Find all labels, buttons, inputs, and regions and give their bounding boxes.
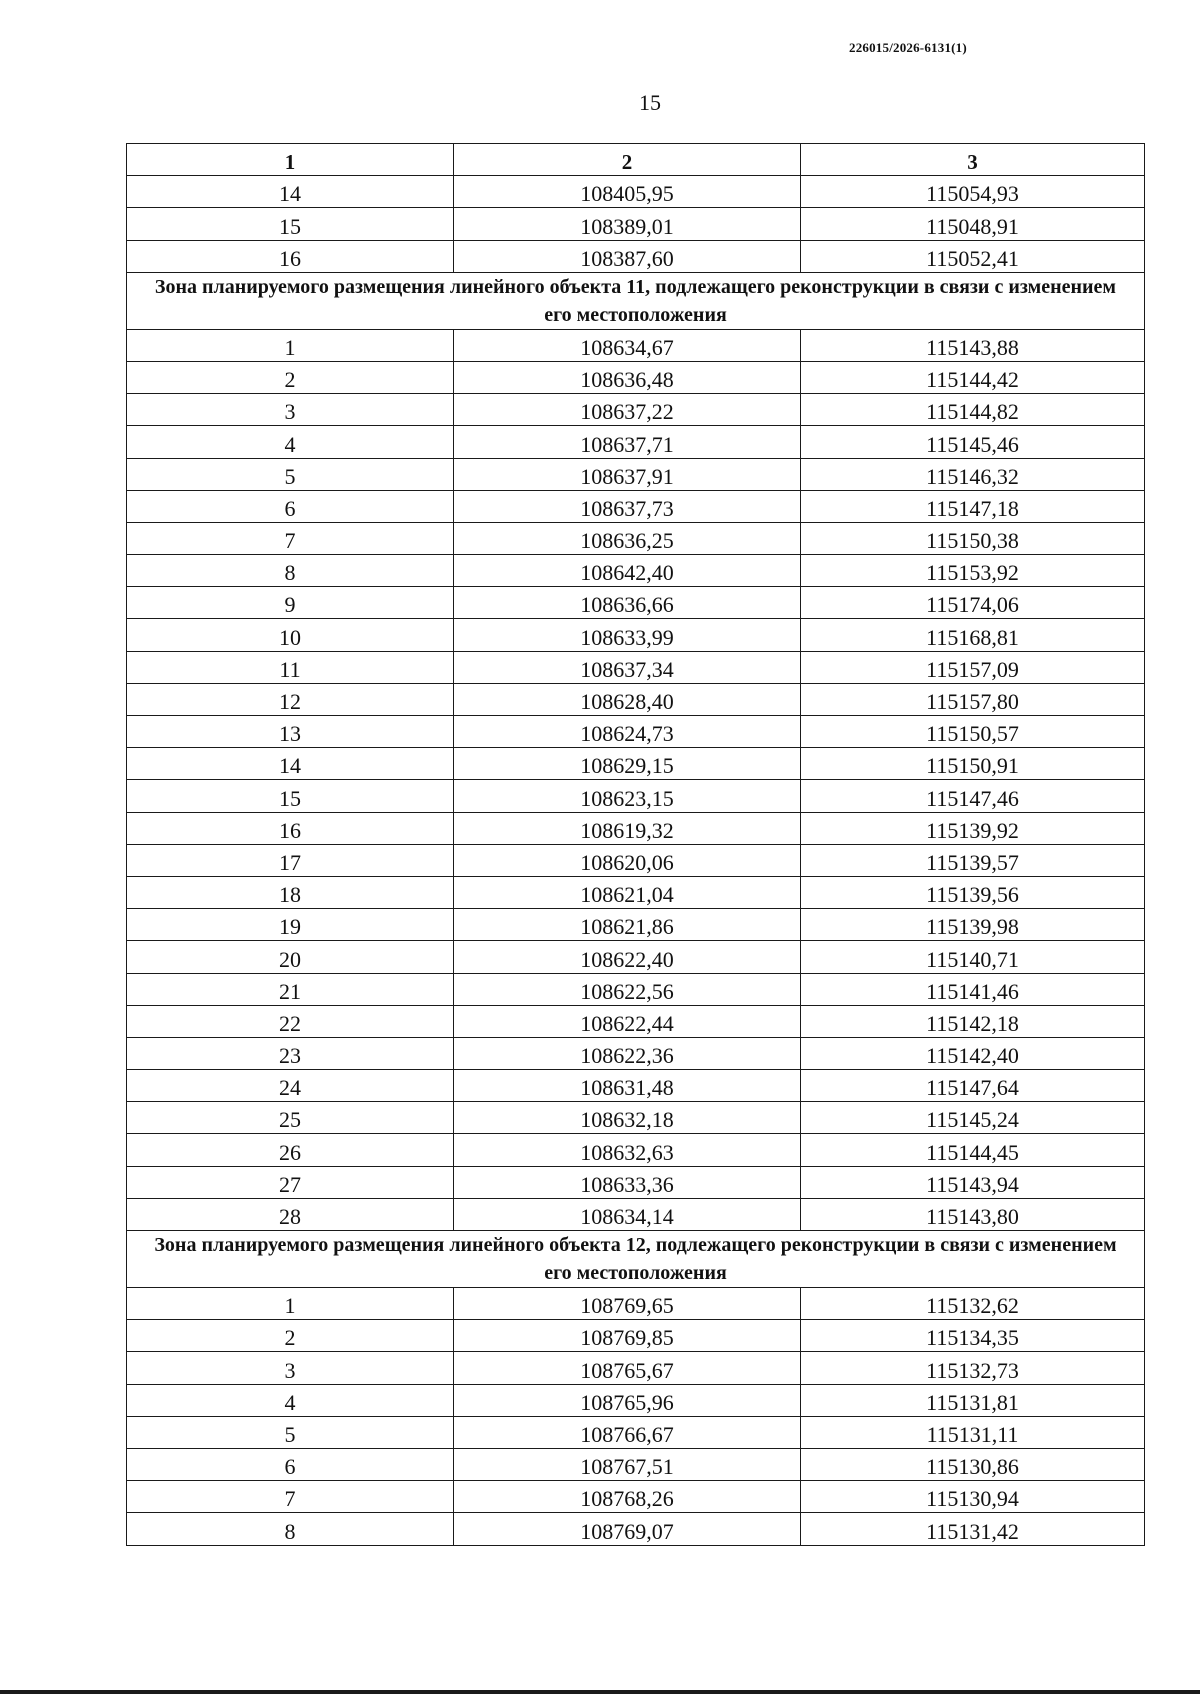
cell-y-coordinate: 115143,80 bbox=[801, 1198, 1145, 1230]
cell-x-coordinate: 108637,34 bbox=[454, 651, 801, 683]
cell-point-number: 28 bbox=[127, 1198, 454, 1230]
table-row bbox=[127, 973, 1145, 1005]
table-row bbox=[127, 1166, 1145, 1198]
cell-x-coordinate: 108622,40 bbox=[454, 941, 801, 973]
table-row bbox=[127, 361, 1145, 393]
cell-x-coordinate: 108766,67 bbox=[454, 1416, 801, 1448]
table-row bbox=[127, 240, 1145, 272]
cell-y-coordinate: 115146,32 bbox=[801, 458, 1145, 490]
cell-x-coordinate: 108633,36 bbox=[454, 1166, 801, 1198]
cell-x-coordinate: 108636,48 bbox=[454, 361, 801, 393]
table-row bbox=[127, 490, 1145, 522]
cell-point-number: 2 bbox=[127, 361, 454, 393]
cell-point-number: 1 bbox=[127, 1288, 454, 1320]
cell-point-number: 8 bbox=[127, 555, 454, 587]
table-row bbox=[127, 909, 1145, 941]
section-title: Зона планируемого размещения линейного объекта 11, подлежащего реконструкции в связи с изменением его местоположения bbox=[127, 272, 1145, 329]
cell-point-number: 19 bbox=[127, 909, 454, 941]
cell-point-number: 14 bbox=[127, 748, 454, 780]
cell-point-number: 21 bbox=[127, 973, 454, 1005]
table-row bbox=[127, 619, 1145, 651]
cell-x-coordinate: 108637,73 bbox=[454, 490, 801, 522]
cell-x-coordinate: 108765,96 bbox=[454, 1384, 801, 1416]
cell-y-coordinate: 115144,42 bbox=[801, 361, 1145, 393]
table-row bbox=[127, 1288, 1145, 1320]
cell-point-number: 11 bbox=[127, 651, 454, 683]
cell-y-coordinate: 115139,92 bbox=[801, 812, 1145, 844]
cell-x-coordinate: 108637,91 bbox=[454, 458, 801, 490]
cell-x-coordinate: 108621,04 bbox=[454, 876, 801, 908]
cell-x-coordinate: 108621,86 bbox=[454, 909, 801, 941]
header-cell-point-number: 1 bbox=[127, 144, 454, 176]
page-number: 15 bbox=[639, 90, 661, 115]
table-row bbox=[127, 176, 1145, 208]
cell-y-coordinate: 115140,71 bbox=[801, 941, 1145, 973]
cell-point-number: 3 bbox=[127, 1352, 454, 1384]
cell-y-coordinate: 115132,73 bbox=[801, 1352, 1145, 1384]
table-row bbox=[127, 1070, 1145, 1102]
cell-x-coordinate: 108624,73 bbox=[454, 716, 801, 748]
table-row bbox=[127, 844, 1145, 876]
table-row bbox=[127, 1384, 1145, 1416]
table-header-row bbox=[127, 144, 1145, 176]
cell-y-coordinate: 115130,94 bbox=[801, 1481, 1145, 1513]
cell-y-coordinate: 115147,64 bbox=[801, 1070, 1145, 1102]
table-row bbox=[127, 876, 1145, 908]
cell-x-coordinate: 108387,60 bbox=[454, 240, 801, 272]
cell-point-number: 7 bbox=[127, 522, 454, 554]
cell-x-coordinate: 108636,25 bbox=[454, 522, 801, 554]
cell-x-coordinate: 108389,01 bbox=[454, 208, 801, 240]
table-row bbox=[127, 716, 1145, 748]
cell-y-coordinate: 115147,18 bbox=[801, 490, 1145, 522]
cell-point-number: 23 bbox=[127, 1037, 454, 1069]
table-row bbox=[127, 1513, 1145, 1545]
cell-point-number: 22 bbox=[127, 1005, 454, 1037]
cell-y-coordinate: 115168,81 bbox=[801, 619, 1145, 651]
table-row bbox=[127, 1320, 1145, 1352]
cell-y-coordinate: 115145,24 bbox=[801, 1102, 1145, 1134]
cell-point-number: 1 bbox=[127, 329, 454, 361]
cell-y-coordinate: 115139,98 bbox=[801, 909, 1145, 941]
cell-y-coordinate: 115157,09 bbox=[801, 651, 1145, 683]
cell-x-coordinate: 108632,18 bbox=[454, 1102, 801, 1134]
cell-x-coordinate: 108769,65 bbox=[454, 1288, 801, 1320]
cell-x-coordinate: 108633,99 bbox=[454, 619, 801, 651]
cell-point-number: 16 bbox=[127, 812, 454, 844]
cell-x-coordinate: 108637,71 bbox=[454, 426, 801, 458]
table-row bbox=[127, 1037, 1145, 1069]
cell-x-coordinate: 108405,95 bbox=[454, 176, 801, 208]
cell-x-coordinate: 108629,15 bbox=[454, 748, 801, 780]
header-cell-x-coordinate: 2 bbox=[454, 144, 801, 176]
cell-point-number: 15 bbox=[127, 780, 454, 812]
table-row bbox=[127, 587, 1145, 619]
cell-point-number: 15 bbox=[127, 208, 454, 240]
cell-y-coordinate: 115139,56 bbox=[801, 876, 1145, 908]
table-row bbox=[127, 1448, 1145, 1480]
cell-y-coordinate: 115142,40 bbox=[801, 1037, 1145, 1069]
table-row bbox=[127, 1198, 1145, 1230]
cell-y-coordinate: 115141,46 bbox=[801, 973, 1145, 1005]
coordinates-table-body bbox=[127, 144, 1145, 1546]
cell-x-coordinate: 108768,26 bbox=[454, 1481, 801, 1513]
cell-point-number: 6 bbox=[127, 1448, 454, 1480]
cell-x-coordinate: 108622,56 bbox=[454, 973, 801, 1005]
cell-y-coordinate: 115145,46 bbox=[801, 426, 1145, 458]
table-row bbox=[127, 1134, 1145, 1166]
table-row bbox=[127, 1416, 1145, 1448]
cell-x-coordinate: 108769,85 bbox=[454, 1320, 801, 1352]
cell-point-number: 20 bbox=[127, 941, 454, 973]
cell-x-coordinate: 108637,22 bbox=[454, 394, 801, 426]
cell-y-coordinate: 115150,57 bbox=[801, 716, 1145, 748]
cell-y-coordinate: 115132,62 bbox=[801, 1288, 1145, 1320]
cell-y-coordinate: 115143,94 bbox=[801, 1166, 1145, 1198]
table-row bbox=[127, 780, 1145, 812]
table-row bbox=[127, 1005, 1145, 1037]
cell-x-coordinate: 108622,36 bbox=[454, 1037, 801, 1069]
cell-point-number: 4 bbox=[127, 426, 454, 458]
cell-y-coordinate: 115150,91 bbox=[801, 748, 1145, 780]
bottom-scan-edge-line bbox=[0, 1690, 1200, 1694]
cell-point-number: 16 bbox=[127, 240, 454, 272]
cell-x-coordinate: 108619,32 bbox=[454, 812, 801, 844]
section-heading-row bbox=[127, 272, 1145, 329]
cell-point-number: 4 bbox=[127, 1384, 454, 1416]
table-row bbox=[127, 941, 1145, 973]
table-row bbox=[127, 208, 1145, 240]
table-row bbox=[127, 555, 1145, 587]
table-row bbox=[127, 1102, 1145, 1134]
cell-point-number: 3 bbox=[127, 394, 454, 426]
cell-y-coordinate: 115131,42 bbox=[801, 1513, 1145, 1545]
cell-point-number: 17 bbox=[127, 844, 454, 876]
cell-y-coordinate: 115150,38 bbox=[801, 522, 1145, 554]
cell-x-coordinate: 108631,48 bbox=[454, 1070, 801, 1102]
cell-point-number: 18 bbox=[127, 876, 454, 908]
cell-x-coordinate: 108642,40 bbox=[454, 555, 801, 587]
cell-y-coordinate: 115052,41 bbox=[801, 240, 1145, 272]
cell-x-coordinate: 108636,66 bbox=[454, 587, 801, 619]
cell-y-coordinate: 115144,45 bbox=[801, 1134, 1145, 1166]
section-title: Зона планируемого размещения линейного объекта 12, подлежащего реконструкции в связи с изменением его местоположения bbox=[127, 1231, 1145, 1288]
table-row bbox=[127, 651, 1145, 683]
cell-point-number: 2 bbox=[127, 1320, 454, 1352]
cell-point-number: 27 bbox=[127, 1166, 454, 1198]
cell-x-coordinate: 108767,51 bbox=[454, 1448, 801, 1480]
cell-y-coordinate: 115131,11 bbox=[801, 1416, 1145, 1448]
cell-x-coordinate: 108628,40 bbox=[454, 683, 801, 715]
cell-x-coordinate: 108765,67 bbox=[454, 1352, 801, 1384]
cell-x-coordinate: 108622,44 bbox=[454, 1005, 801, 1037]
cell-x-coordinate: 108620,06 bbox=[454, 844, 801, 876]
cell-y-coordinate: 115134,35 bbox=[801, 1320, 1145, 1352]
cell-y-coordinate: 115142,18 bbox=[801, 1005, 1145, 1037]
cell-y-coordinate: 115153,92 bbox=[801, 555, 1145, 587]
table-row bbox=[127, 1352, 1145, 1384]
table-row bbox=[127, 426, 1145, 458]
cell-y-coordinate: 115048,91 bbox=[801, 208, 1145, 240]
header-cell-y-coordinate: 3 bbox=[801, 144, 1145, 176]
section-heading-row bbox=[127, 1231, 1145, 1288]
cell-x-coordinate: 108634,67 bbox=[454, 329, 801, 361]
cell-point-number: 8 bbox=[127, 1513, 454, 1545]
cell-y-coordinate: 115054,93 bbox=[801, 176, 1145, 208]
cell-y-coordinate: 115143,88 bbox=[801, 329, 1145, 361]
table-row bbox=[127, 812, 1145, 844]
cell-point-number: 10 bbox=[127, 619, 454, 651]
cell-x-coordinate: 108769,07 bbox=[454, 1513, 801, 1545]
cell-y-coordinate: 115144,82 bbox=[801, 394, 1145, 426]
cell-y-coordinate: 115130,86 bbox=[801, 1448, 1145, 1480]
cell-x-coordinate: 108623,15 bbox=[454, 780, 801, 812]
cell-y-coordinate: 115174,06 bbox=[801, 587, 1145, 619]
cell-point-number: 6 bbox=[127, 490, 454, 522]
coordinates-table bbox=[126, 143, 1145, 1546]
cell-point-number: 14 bbox=[127, 176, 454, 208]
cell-point-number: 5 bbox=[127, 458, 454, 490]
cell-point-number: 25 bbox=[127, 1102, 454, 1134]
cell-x-coordinate: 108634,14 bbox=[454, 1198, 801, 1230]
cell-x-coordinate: 108632,63 bbox=[454, 1134, 801, 1166]
cell-y-coordinate: 115147,46 bbox=[801, 780, 1145, 812]
cell-point-number: 26 bbox=[127, 1134, 454, 1166]
cell-point-number: 9 bbox=[127, 587, 454, 619]
document-registration-number: 226015/2026-6131(1) bbox=[849, 40, 967, 55]
table-row bbox=[127, 748, 1145, 780]
table-row bbox=[127, 683, 1145, 715]
table-row bbox=[127, 1481, 1145, 1513]
table-row bbox=[127, 329, 1145, 361]
cell-point-number: 7 bbox=[127, 1481, 454, 1513]
cell-point-number: 5 bbox=[127, 1416, 454, 1448]
cell-y-coordinate: 115139,57 bbox=[801, 844, 1145, 876]
table-row bbox=[127, 458, 1145, 490]
cell-y-coordinate: 115157,80 bbox=[801, 683, 1145, 715]
cell-y-coordinate: 115131,81 bbox=[801, 1384, 1145, 1416]
cell-point-number: 24 bbox=[127, 1070, 454, 1102]
cell-point-number: 13 bbox=[127, 716, 454, 748]
cell-point-number: 12 bbox=[127, 683, 454, 715]
table-row bbox=[127, 394, 1145, 426]
table-row bbox=[127, 522, 1145, 554]
